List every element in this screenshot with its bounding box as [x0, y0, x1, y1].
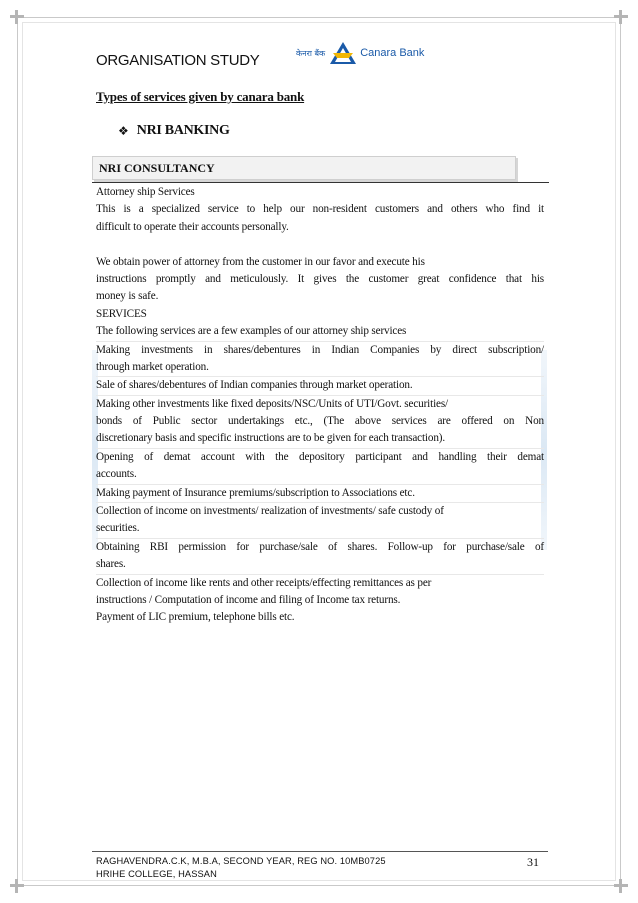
body-text: [96, 184, 544, 627]
footer-line-2: HRIHE COLLEGE, HASSAN: [96, 868, 217, 879]
body-line: shares.: [96, 556, 544, 574]
body-line: money is safe.: [96, 290, 159, 303]
body-line: Obtaining RBI permission for purchase/sale of shares. Follow-up for purchase/sale of: [96, 540, 544, 553]
diamond-bullet-icon: ❖: [118, 124, 129, 138]
corner-ornament-bottom-left: [10, 879, 24, 893]
body-line: Payment of LIC premium, telephone bills etc.: [96, 611, 295, 624]
body-line: discretionary basis and specific instructions are to be given for each transaction).: [96, 430, 544, 448]
body-line: We obtain power of attorney from the customer in our favor and execute his: [96, 255, 425, 268]
body-line: Sale of shares/debentures of Indian companies through market operation.: [96, 377, 544, 395]
canara-bank-logo: [296, 40, 424, 66]
canara-logo-icon: [329, 41, 357, 65]
bullet-item: [118, 123, 230, 139]
logo-hindi-text: केनरा बैंक: [296, 48, 326, 58]
bullet-label: NRI BANKING: [136, 123, 230, 138]
corner-ornament-top-left: [10, 10, 24, 24]
body-line: Making investments in shares/debentures in Indian Companies by direct subscription/: [96, 343, 544, 356]
header-title: ORGANISATION STUDY: [96, 52, 260, 69]
body-line: SERVICES: [96, 307, 147, 320]
body-line: Attorney ship Services: [96, 186, 195, 198]
body-line: securities.: [96, 520, 544, 538]
body-line: bonds of Public sector undertakings etc., (The above services are offered on Non: [96, 415, 544, 428]
body-line: Making other investments like fixed deposits/NSC/Units of UTI/Govt. securities/: [96, 397, 449, 410]
body-line: instructions promptly and meticulously. It gives the customer great confidence that his: [96, 272, 544, 285]
body-line: This is a specialized service to help our non-resident customers and others who find it: [96, 203, 544, 216]
footer-rule: [92, 851, 548, 852]
section-box-label: NRI CONSULTANCY: [99, 161, 215, 175]
body-line: instructions / Computation of income and filing of Income tax returns.: [96, 593, 401, 606]
footer-author: [96, 855, 386, 880]
section-box: [92, 156, 516, 180]
page-number: 31: [527, 855, 539, 869]
body-line: Making payment of Insurance premiums/subscription to Associations etc.: [96, 485, 544, 503]
body-line: Opening of demat account with the depository participant and handling their demat: [96, 450, 544, 463]
corner-ornament-bottom-right: [614, 879, 628, 893]
body-line: difficult to operate their accounts personally.: [96, 220, 289, 233]
horizontal-rule: [92, 182, 549, 183]
body-line: Collection of income like rents and other receipts/effecting remittances as per: [96, 576, 432, 589]
logo-text: Canara Bank: [360, 47, 425, 59]
footer-line-1: RAGHAVENDRA.C.K, M.B.A, SECOND YEAR, REG NO. 10MB0725: [96, 856, 386, 866]
body-line: The following services are a few examples of our attorney ship services: [96, 323, 544, 341]
body-line: through market operation.: [96, 359, 544, 377]
body-line-blank: [96, 236, 544, 253]
corner-ornament-top-right: [614, 10, 628, 24]
section-heading: Types of services given by canara bank: [96, 89, 305, 104]
body-line: accounts.: [96, 466, 544, 484]
body-line: Collection of income on investments/ realization of investments/ safe custody of: [96, 505, 444, 518]
